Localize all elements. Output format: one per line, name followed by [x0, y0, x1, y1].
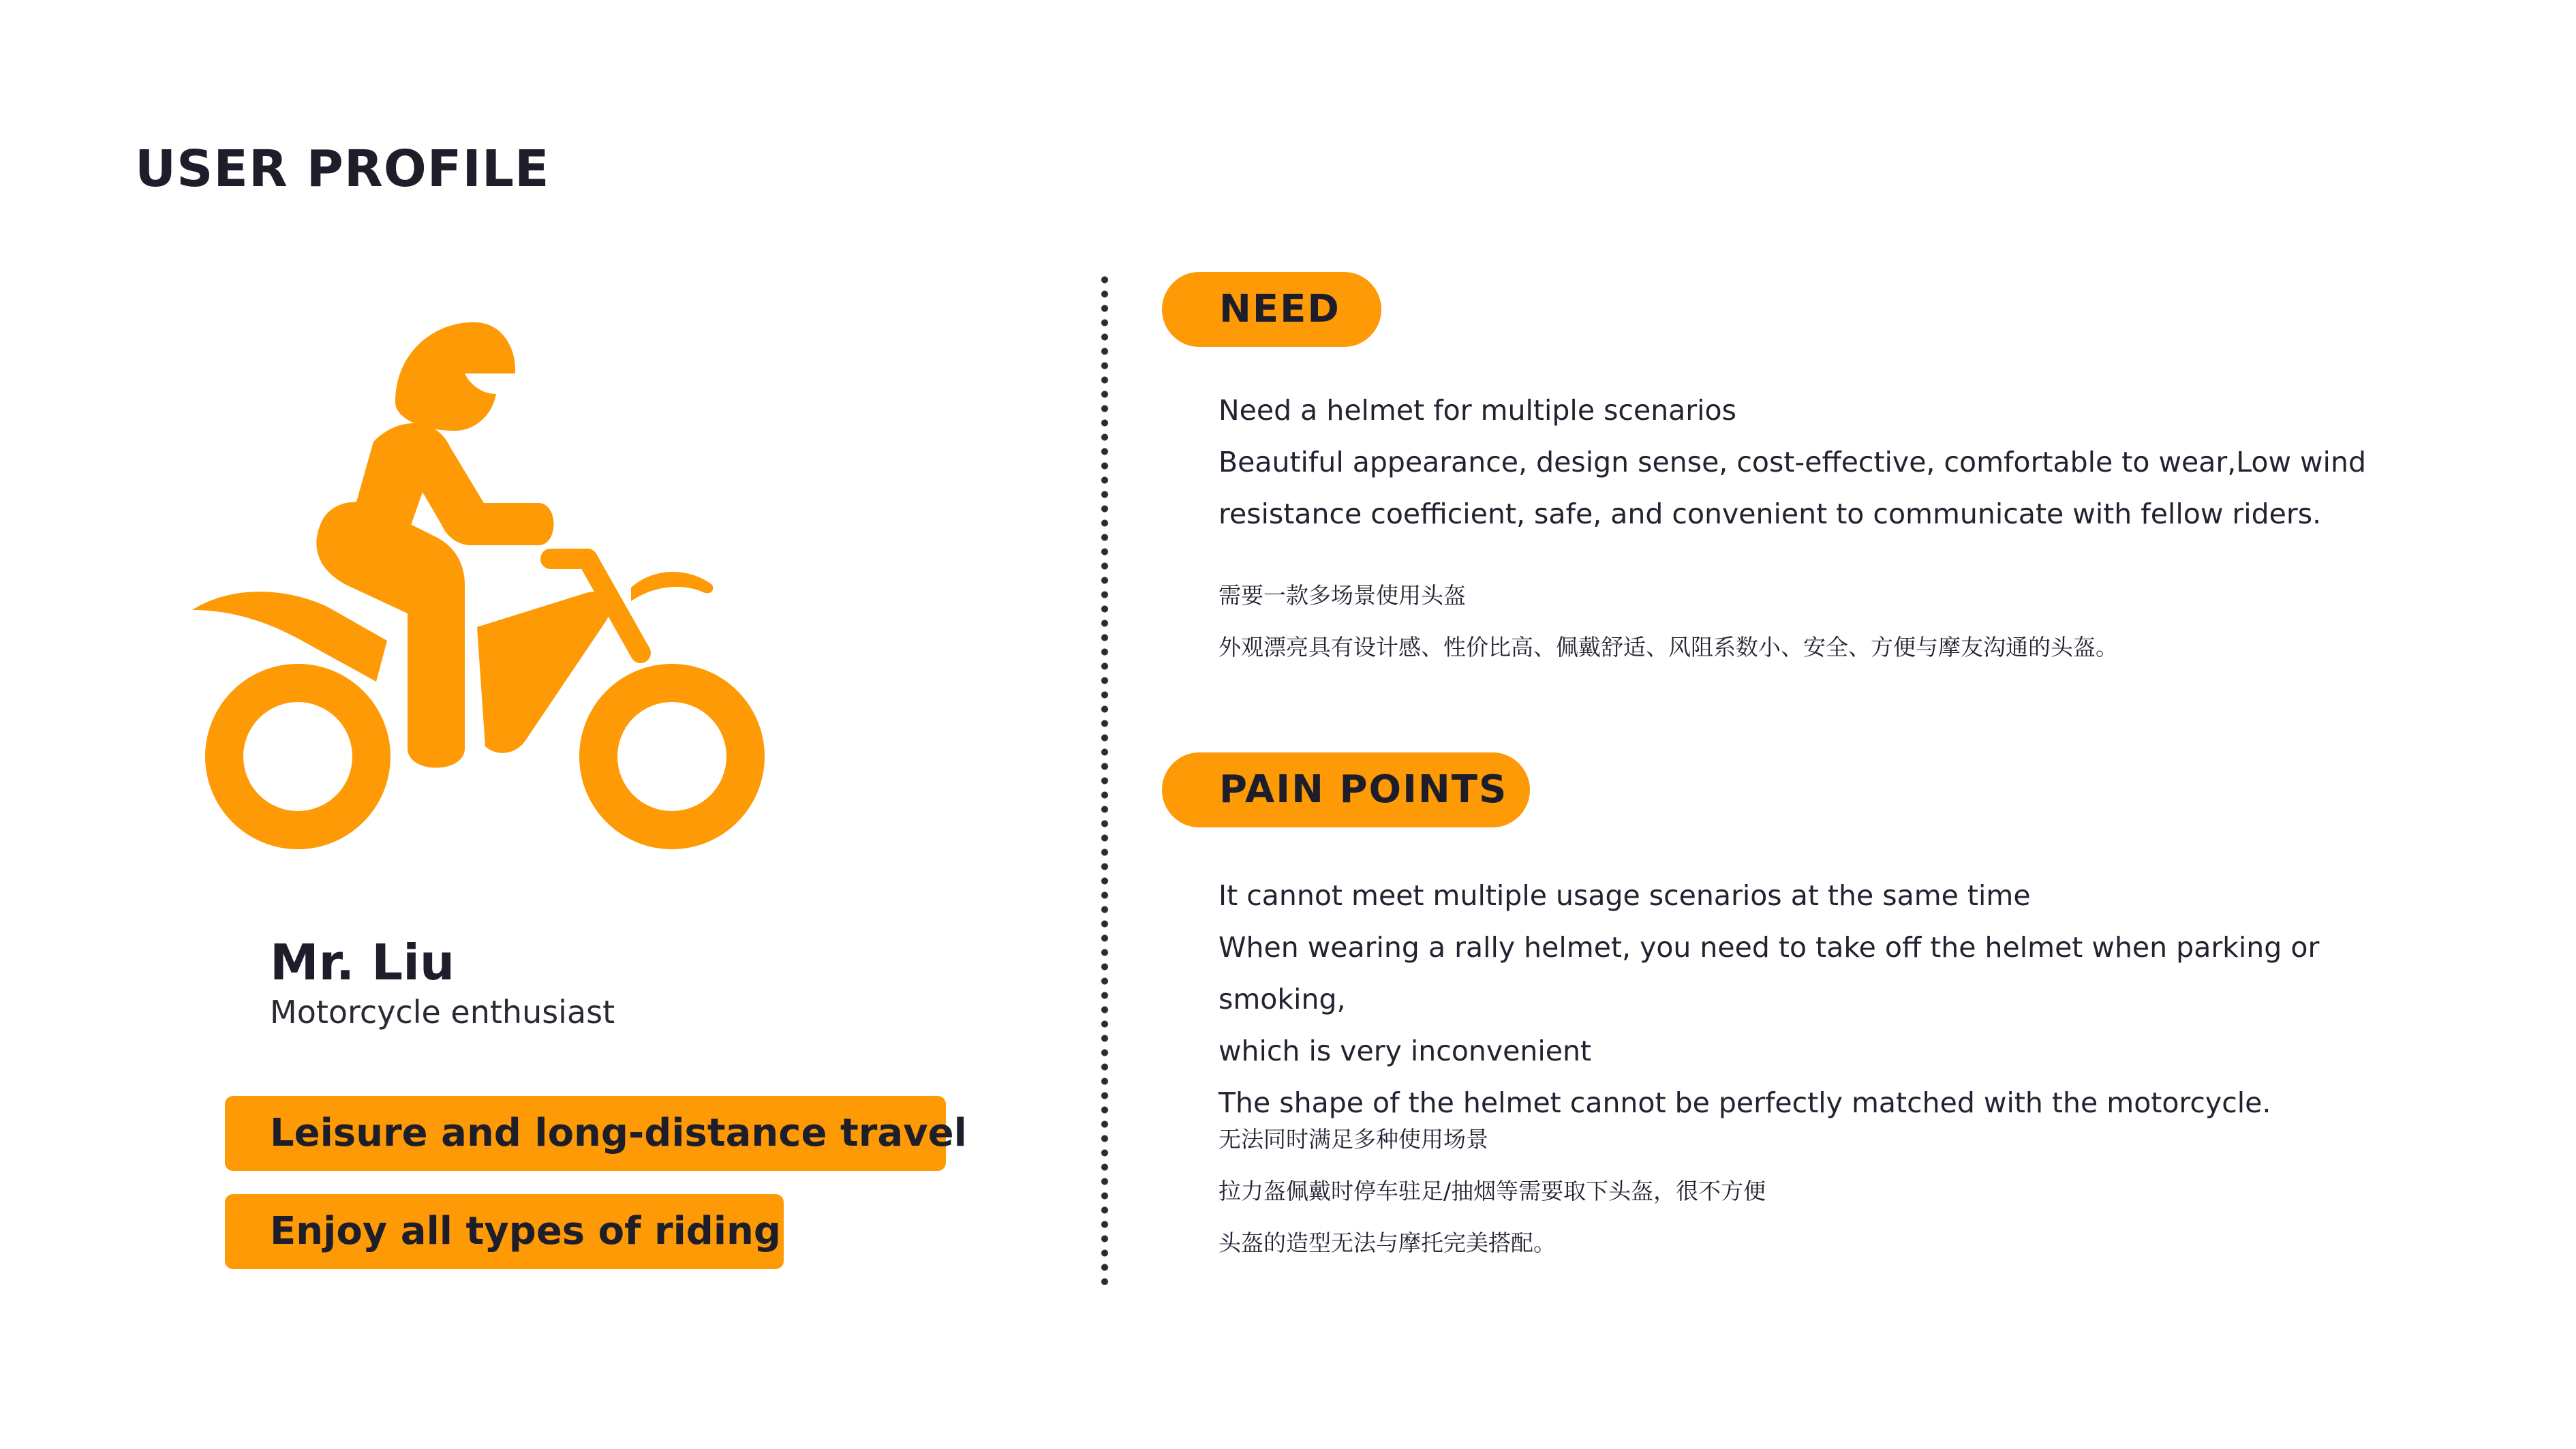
- need-description-zh: [1218, 570, 2391, 673]
- page-title: USER PROFILE: [135, 140, 550, 198]
- text-line: When wearing a rally helmet, you need to take off the helmet when parking or smoking,: [1218, 931, 2320, 1016]
- persona-role: Motorcycle enthusiast: [270, 994, 615, 1031]
- dotted-divider: [1100, 273, 1109, 1285]
- text-line: 无法同时满足多种使用场景: [1218, 1126, 1488, 1153]
- pain-points-description-en: [1218, 870, 2391, 1129]
- pain-points-description-zh: [1218, 1114, 2391, 1269]
- text-line: It cannot meet multiple usage scenarios at the same time: [1218, 879, 2031, 912]
- pain-points-heading: PAIN POINTS: [1162, 752, 1530, 827]
- text-line: 拉力盔佩戴时停车驻足/抽烟等需要取下头盔，很不方便: [1218, 1178, 1766, 1204]
- motorcycle-rider-icon: [192, 314, 771, 852]
- persona-tag: Enjoy all types of riding: [225, 1194, 784, 1269]
- need-description-en: [1218, 384, 2391, 540]
- text-line: Need a helmet for multiple scenarios: [1218, 394, 1737, 427]
- text-line: 头盔的造型无法与摩托完美搭配。: [1218, 1230, 1556, 1256]
- text-line: Beautiful appearance, design sense, cost-effective, comfortable to wear,Low wind: [1218, 446, 2366, 478]
- text-line: which is very inconvenient: [1218, 1035, 1592, 1067]
- text-line: The shape of the helmet cannot be perfectly matched with the motorcycle.: [1218, 1086, 2271, 1119]
- need-heading: NEED: [1162, 272, 1381, 347]
- text-line: 外观漂亮具有设计感、性价比高、佩戴舒适、风阻系数小、安全、方便与摩友沟通的头盔。: [1218, 634, 2118, 660]
- persona-tag: Leisure and long-distance travel: [225, 1096, 946, 1171]
- text-line: 需要一款多场景使用头盔: [1218, 582, 1466, 609]
- text-line: resistance coefficient, safe, and convenient to communicate with fellow riders.: [1218, 498, 2322, 530]
- persona-name: Mr. Liu: [270, 934, 455, 991]
